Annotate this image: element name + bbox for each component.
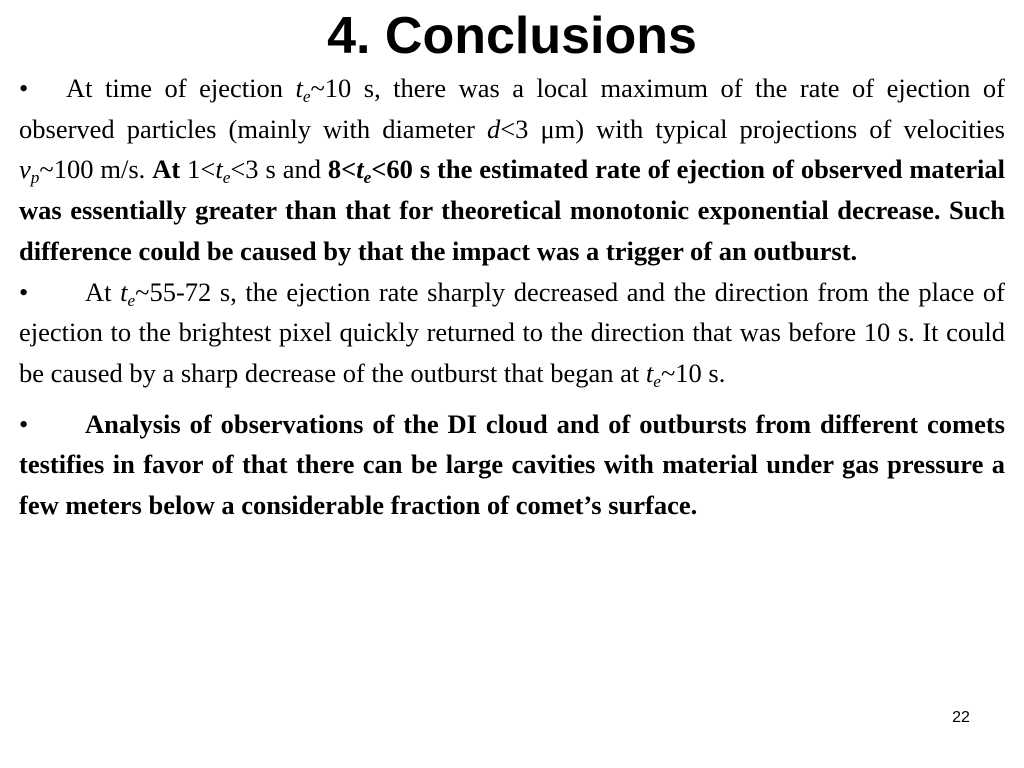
bullet-marker: •	[19, 73, 29, 103]
text-segment: ~100 m/s.	[39, 154, 153, 185]
variable-d: d	[486, 113, 501, 144]
subscript-e-bold: e	[363, 168, 372, 188]
text-segment: ~55-72 s, the ejection rate sharply decreased and the direction from the place of ejection to the brightest pixel quickly returned to the direction that was before 10 s. It could be caused by a sharp decrease of the outburst that began at	[19, 276, 1006, 388]
variable-v: v	[19, 154, 31, 185]
text-segment: ~10 s, there was a local maximum of the rate of ejection of observed particles (mainly with diameter	[19, 73, 1005, 144]
bullet-marker: •	[19, 276, 29, 307]
bold-segment: At	[152, 154, 188, 185]
subscript-e: e	[222, 168, 231, 188]
subscript-e: e	[653, 371, 661, 391]
text-segment: At	[85, 276, 121, 307]
subscript-e: e	[302, 86, 311, 106]
variable-t: t	[295, 73, 303, 103]
subscript-p: p	[30, 168, 40, 188]
bold-segment: Analysis of observations of the DI cloud and of outbursts from different comets testifies in favor of that there can be large cavities with material under gas pressure a few meters below a considerable fraction of comet’s surface.	[19, 408, 1005, 521]
slide-body	[19, 68, 1005, 526]
bullet-paragraph-1	[19, 68, 1005, 272]
bullet-paragraph-3	[19, 404, 1005, 526]
text-segment: ~10 s.	[660, 357, 726, 388]
variable-t: t	[645, 357, 654, 388]
variable-t: t	[120, 276, 128, 307]
text-segment: <3 s and	[230, 154, 328, 185]
slide-title: 4. Conclusions	[327, 7, 697, 65]
bold-segment: 8<	[327, 154, 357, 185]
text-segment: 1<	[187, 154, 216, 185]
text-segment: At time of ejection	[66, 73, 296, 103]
subscript-e: e	[127, 290, 136, 310]
bullet-marker: •	[19, 408, 29, 439]
page-number: 22	[952, 709, 970, 726]
bold-segment: <60 s the estimated rate of ejection of observed material was essentially greater than that for theoretical monotonic exponential decrease. Such difference could be caused by that the impact was a trigger of an outburst.	[19, 154, 1006, 266]
text-segment: <3 μm) with typical projections of velocities	[500, 113, 1005, 144]
variable-t: t	[215, 154, 223, 185]
variable-t-bold: t	[356, 154, 364, 185]
bullet-paragraph-2	[19, 272, 1005, 394]
